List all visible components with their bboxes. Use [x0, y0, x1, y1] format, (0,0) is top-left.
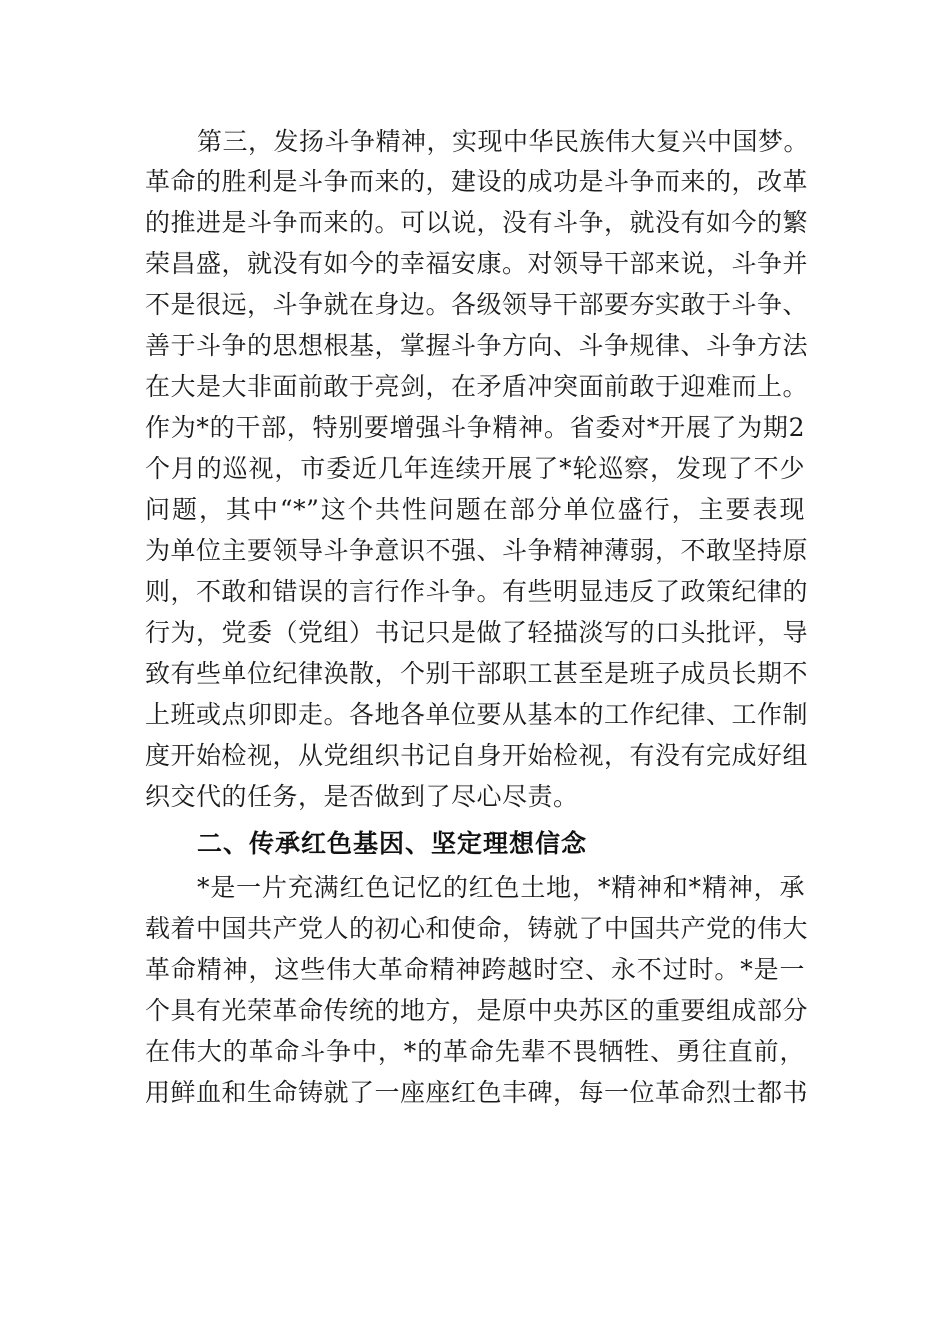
paragraph-line: *是一片充满红色记忆的红色土地，*精神和*精神，承 — [197, 873, 805, 902]
paragraph-line: 为单位主要领导斗争意识不强、斗争精神薄弱，不敢坚持原 — [145, 536, 809, 565]
paragraph-line: 问题，其中“*”这个共性问题在部分单位盛行，主要表现 — [145, 495, 805, 524]
paragraph-line: 则，不敢和错误的言行作斗争。有些明显违反了政策纪律的 — [145, 577, 809, 606]
paragraph-line: 第三，发扬斗争精神，实现中华民族伟大复兴中国梦。 — [197, 127, 810, 156]
paragraph-line: 上班或点卯即走。各地各单位要从基本的工作纪律、工作制 — [145, 700, 809, 729]
paragraph-line: 不是很远，斗争就在身边。各级领导干部要夯实敢于斗争、 — [145, 290, 809, 319]
paragraph-line: 在大是大非面前敢于亮剑，在矛盾冲突面前敢于迎难而上。 — [145, 372, 809, 401]
paragraph-line: 革命的胜利是斗争而来的，建设的成功是斗争而来的，改革 — [145, 167, 809, 196]
paragraph-line: 个具有光荣革命传统的地方，是原中央苏区的重要组成部分 — [145, 996, 809, 1025]
paragraph-line: 载着中国共产党人的初心和使命，铸就了中国共产党的伟大 — [145, 914, 809, 943]
section-heading: 二、传承红色基因、坚定理想信念 — [197, 829, 588, 858]
paragraph-line: 作为*的干部，特别要增强斗争精神。省委对*开展了为期2 — [145, 413, 805, 442]
paragraph-line: 的推进是斗争而来的。可以说，没有斗争，就没有如今的繁 — [145, 208, 809, 237]
paragraph-line: 织交代的任务，是否做到了尽心尽责。 — [145, 782, 579, 811]
paragraph-line: 用鲜血和生命铸就了一座座红色丰碑，每一位革命烈士都书 — [145, 1078, 809, 1107]
paragraph-line: 致有些单位纪律涣散，个别干部职工甚至是班子成员长期不 — [145, 659, 809, 688]
paragraph-line: 善于斗争的思想根基，掌握斗争方向、斗争规律、斗争方法 — [145, 331, 809, 360]
paragraph-line: 行为，党委（党组）书记只是做了轻描淡写的口头批评，导 — [145, 618, 809, 647]
paragraph-line: 个月的巡视，市委近几年连续开展了*轮巡察，发现了不少 — [145, 454, 805, 483]
paragraph-line: 荣昌盛，就没有如今的幸福安康。对领导干部来说，斗争并 — [145, 249, 809, 278]
paragraph-line: 度开始检视，从党组织书记自身开始检视，有没有完成好组 — [145, 741, 809, 770]
paragraph-line: 在伟大的革命斗争中，*的革命先辈不畏牺牲、勇往直前， — [145, 1037, 805, 1066]
paragraph-line: 革命精神，这些伟大革命精神跨越时空、永不过时。*是一 — [145, 955, 805, 984]
